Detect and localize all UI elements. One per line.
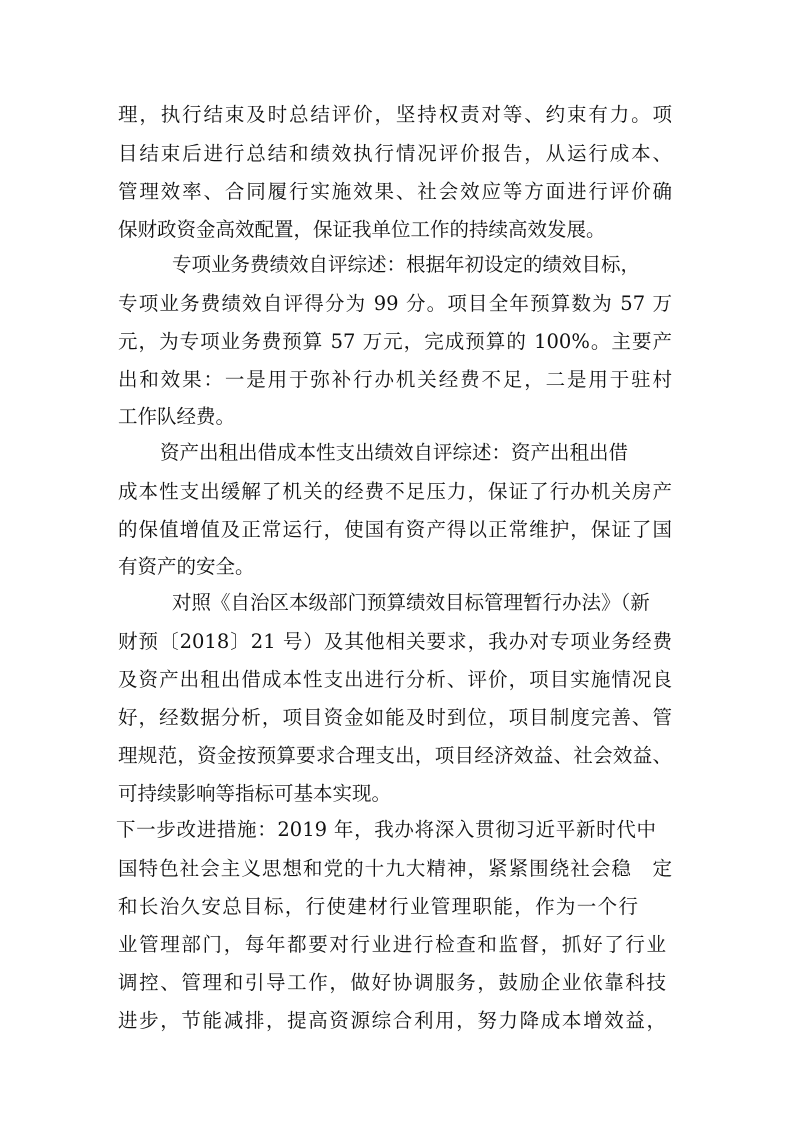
paragraph-first-line: 资产出租出借成本性支出绩效自评综述：资产出租出借 (160, 441, 629, 464)
text-line: 进步，节能减排，提高资源综合利用，努力降成本增效益， (118, 1009, 666, 1032)
text-line: 可持续影响等指标可基本实现。 (118, 782, 392, 805)
text-line: 元，为专项业务费预算 57 万元，完成预算的 100%。主要产 (118, 330, 672, 353)
text-line: 目结束后进行总结和绩效执行情况评价报告，从运行成本、 (118, 142, 672, 165)
text-line: 好，经数据分析，项目资金如能及时到位，项目制度完善、管 (118, 706, 672, 729)
text-line: 有资产的安全。 (118, 555, 255, 578)
text-line: 成本性支出缓解了机关的经费不足压力，保证了行办机关房产 (118, 480, 672, 503)
text-line: 业管理部门，每年都要对行业进行检查和监督，抓好了行业 (118, 933, 666, 956)
text-line: 理规范，资金按预算要求合理支出，项目经济效益、社会效益、 (118, 744, 672, 767)
text-line: 专项业务费绩效自评得分为 99 分。项目全年预算数为 57 万 (118, 292, 672, 315)
text-line: 和长治久安总目标，行使建材行业管理职能，作为一个行 (118, 895, 638, 918)
paragraph-first-line: 下一步改进措施：2019 年，我办将深入贯彻习近平新时代中 (116, 818, 656, 841)
text-line: 财预〔2018〕21 号）及其他相关要求，我办对专项业务经费 (118, 630, 672, 653)
paragraph-first-line: 对照《自治区本级部门预算绩效目标管理暂行办法》（新 (172, 591, 650, 614)
text-line: 工作队经费。 (118, 405, 236, 428)
text-line: 调控、管理和引导工作，做好协调服务，鼓励企业依靠科技 (118, 971, 666, 994)
text-line: 出和效果：一是用于弥补行办机关经费不足，二是用于驻村 (118, 368, 672, 391)
text-line: 理，执行结束及时总结评价，坚持权责对等、约束有力。项 (118, 103, 672, 126)
text-line: 及资产出租出借成本性支出进行分析、评价，项目实施情况良 (118, 668, 672, 691)
text-line: 国特色社会主义思想和党的十九大精神，紧紧围绕社会稳 定 (118, 857, 672, 880)
text-line: 的保值增值及正常运行，使国有资产得以正常维护，保证了国 (118, 518, 672, 541)
text-line: 保财政资金高效配置，保证我单位工作的持续高效发展。 (118, 218, 606, 241)
paragraph-first-line: 专项业务费绩效自评综述：根据年初设定的绩效目标， (172, 253, 641, 276)
text-line: 管理效率、合同履行实施效果、社会效应等方面进行评价确 (118, 180, 672, 203)
